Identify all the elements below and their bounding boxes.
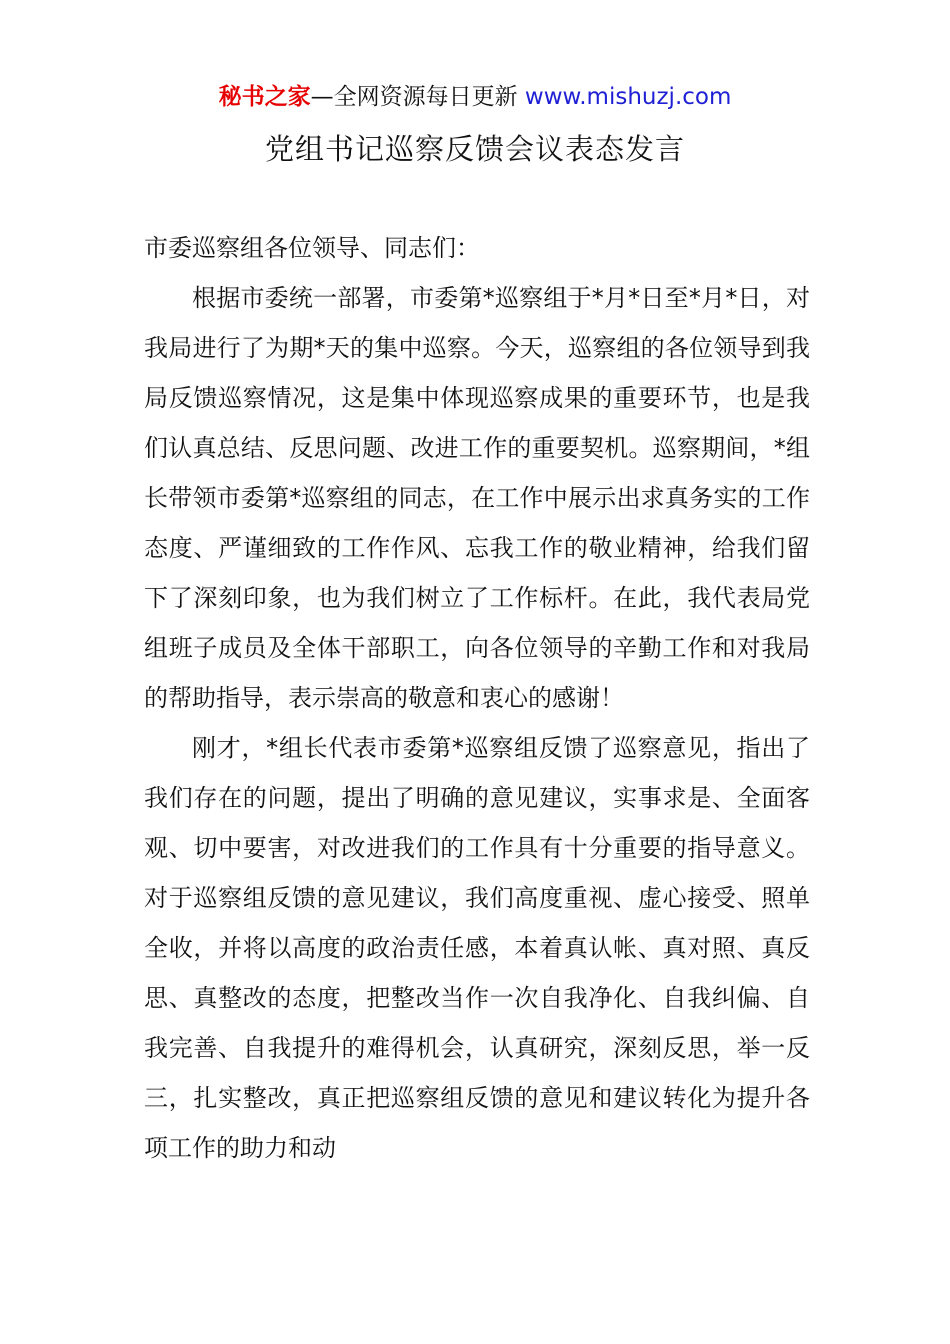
document-title: 党组书记巡察反馈会议表态发言: [264, 132, 685, 166]
body-paragraph: 刚才，*组长代表市委第*巡察组反馈了巡察意见，指出了我们存在的问题，提出了明确的意见建议，实事求是、全面客观、切中要害，对改进我们的工作具有十分重要的指导意义。对于巡察组反馈的意见建议，我们高度重视、虚心接受、照单全收，并将以高度的政治责任感，本着真认帐、真对照、真反思、真整改的态度，把整改当作一次自我净化、自我纠偏、自我完善、自我提升的难得机会，认真研究，深刻反思，举一反三，扎实整改，真正把巡察组反馈的意见和建议转化为提升各项工作的助力和动: [144, 734, 810, 1162]
body-paragraph: 根据市委统一部署，市委第*巡察组于*月*日至*月*日，对我局进行了为期*天的集中巡察。今天，巡察组的各位领导到我局反馈巡察情况，这是集中体现巡察成果的重要环节，也是我们认真总结、反思问题、改进工作的重要契机。巡察期间，*组长带领市委第*巡察组的同志，在工作中展示出求真务实的工作态度、严谨细致的工作作风、忘我工作的敬业精神，给我们留下了深刻印象，也为我们树立了工作标杆。在此，我代表局党组班子成员及全体干部职工，向各位领导的辛勤工作和对我局的帮助指导，表示崇高的敬意和衷心的感谢！: [144, 284, 810, 712]
site-brand: 秘书之家: [218, 84, 311, 110]
greeting-line: 市委巡察组各位领导、同志们：: [144, 234, 480, 262]
site-header: [0, 80, 950, 114]
document-body: [144, 223, 810, 1173]
site-tagline: —全网资源每日更新: [310, 84, 525, 110]
site-url-link[interactable]: www.mishuzj.com: [524, 84, 732, 110]
